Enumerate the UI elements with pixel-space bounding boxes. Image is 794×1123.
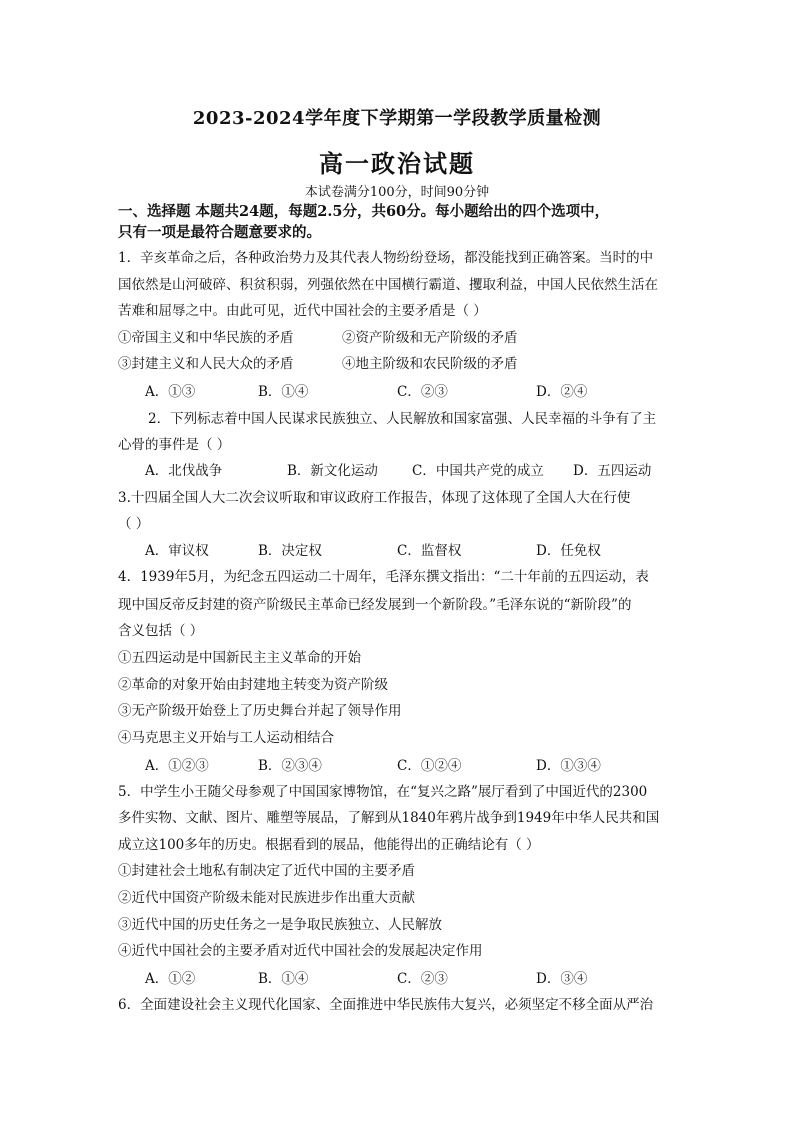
question-3-option-c[interactable]: C．监督权 — [397, 543, 462, 559]
question-6-stem: 6．全面建设社会主义现代化国家、全面推进中华民族伟大复兴，必须坚定不移全面从严治 — [118, 997, 654, 1013]
question-5-stem: 成立这100多年的历史。根据看到的展品，他能得出的正确结论有（ ） — [118, 837, 540, 853]
question-4-item: ②革命的对象开始由封建地主转变为资产阶级 — [118, 677, 388, 693]
question-5-option-c[interactable]: C．②③ — [397, 971, 448, 987]
question-1-stem: 1．辛亥革命之后，各种政治势力及其代表人物纷纷登场，都没能找到正确答案。当时的中 — [118, 250, 654, 266]
question-4-option-b[interactable]: B．②③④ — [258, 758, 322, 774]
question-3-stem: （ ） — [118, 516, 150, 532]
question-5-item: ③近代中国的历史任务之一是争取民族独立、人民解放 — [118, 917, 442, 933]
question-2-option-b[interactable]: B．新文化运动 — [287, 463, 378, 479]
question-4-item: ④马克思主义开始与工人运动相结合 — [118, 730, 334, 746]
question-4-option-d[interactable]: D．①③④ — [536, 758, 601, 774]
question-4-item: ①五四运动是中国新民主主义革命的开始 — [118, 650, 361, 666]
question-5-option-d[interactable]: D．③④ — [536, 971, 588, 987]
question-1-item: ②资产阶级和无产阶级的矛盾 — [342, 330, 518, 346]
question-1-item: ④地主阶级和农民阶级的矛盾 — [342, 356, 518, 372]
exam-info: 本试卷满分100分，时间90分钟 — [304, 185, 490, 200]
question-1-option-d[interactable]: D．②④ — [536, 384, 588, 400]
question-2-stem: 2．下列标志着中国人民谋求民族独立、人民解放和国家富强、人民幸福的斗争有了主 — [148, 411, 657, 427]
question-2-option-c[interactable]: C．中国共产党的成立 — [412, 463, 544, 479]
question-1-option-c[interactable]: C．②③ — [397, 384, 448, 400]
subject-title: 高一政治试题 — [319, 149, 475, 178]
question-5-stem: 5．中学生小王随父母参观了中国国家博物馆，在“复兴之路”展厅看到了中国近代的2300 — [118, 784, 648, 800]
question-4-stem: 4．1939年5月，为纪念五四运动二十周年，毛泽东撰文指出：“二十年前的五四运动，表 — [118, 569, 649, 585]
question-3-option-a[interactable]: A．审议权 — [145, 543, 209, 559]
question-1-item: ①帝国主义和中华民族的矛盾 — [118, 330, 294, 346]
question-4-stem: 现中国反帝反封建的资产阶级民主革命已经发展到一个新阶段。”毛泽东说的“新阶段”的 — [118, 597, 632, 613]
question-1-item: ③封建主义和人民大众的矛盾 — [118, 356, 294, 372]
question-4-item: ③无产阶级开始登上了历史舞台并起了领导作用 — [118, 703, 402, 719]
question-3-option-b[interactable]: B．决定权 — [258, 543, 322, 559]
question-5-stem: 多件实物、文献、图片、雕塑等展品，了解到从1840年鸦片战争到1949年中华人民共和国 — [118, 810, 660, 826]
section-heading-line2: 只有一项是最符合题意要求的。 — [118, 224, 321, 241]
question-5-item: ④近代中国社会的主要矛盾对近代中国社会的发展起决定作用 — [118, 943, 483, 959]
question-1-option-b[interactable]: B．①④ — [258, 384, 309, 400]
question-4-option-c[interactable]: C．①②④ — [397, 758, 462, 774]
exam-title: 2023-2024学年度下学期第一学段教学质量检测 — [192, 108, 602, 129]
question-2-option-d[interactable]: D．五四运动 — [573, 463, 652, 479]
question-4-option-a[interactable]: A．①②③ — [145, 758, 209, 774]
question-2-stem: 心骨的事件是（ ） — [118, 437, 231, 453]
question-1-stem: 苦难和屈辱之中。由此可见，近代中国社会的主要矛盾是（ ） — [118, 303, 487, 319]
question-5-option-b[interactable]: B．①④ — [258, 971, 309, 987]
section-heading-line1: 一、选择题 本题共24题，每题2.5分，共60分。每小题给出的四个选项中， — [118, 203, 610, 220]
question-3-option-d[interactable]: D．任免权 — [536, 543, 601, 559]
question-2-option-a[interactable]: A．北伐战争 — [145, 463, 223, 479]
question-1-option-a[interactable]: A．①③ — [145, 384, 196, 400]
question-3-stem: 3.十四届全国人大二次会议听取和审议政府工作报告，体现了这体现了全国人大在行使 — [118, 490, 631, 506]
question-5-option-a[interactable]: A．①② — [145, 971, 196, 987]
question-5-item: ②近代中国资产阶级未能对民族进步作出重大贡献 — [118, 890, 415, 906]
question-5-item: ①封建社会土地私有制决定了近代中国的主要矛盾 — [118, 863, 415, 879]
question-1-stem: 国依然是山河破碎、积贫积弱，列强依然在中国横行霸道、攫取利益，中国人民依然生活在 — [118, 277, 658, 293]
question-4-stem: 含义包括（ ） — [118, 623, 204, 639]
